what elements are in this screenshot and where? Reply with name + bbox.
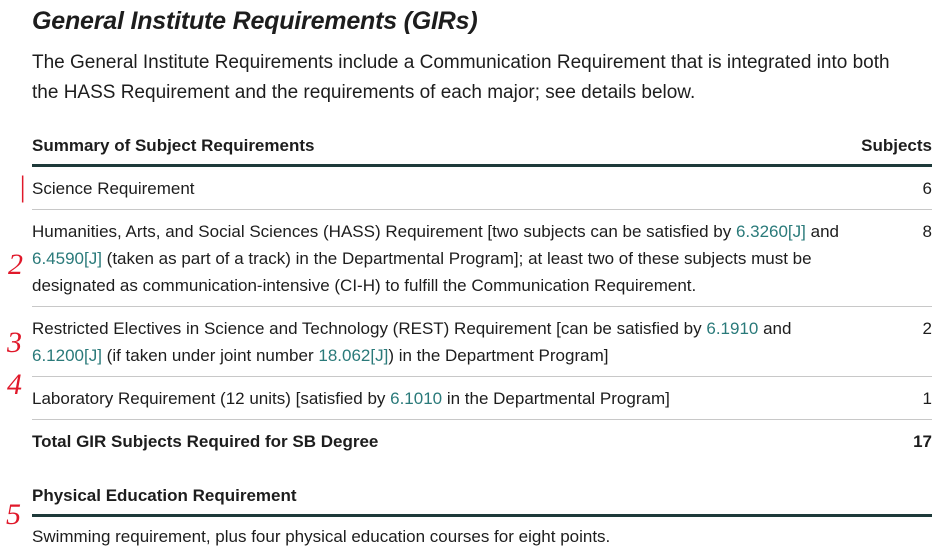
requirement-text: and [805, 222, 839, 241]
requirement-text: (if taken under joint number [101, 346, 319, 365]
requirement-text: in the Departmental Program] [442, 389, 670, 408]
requirement-description [32, 307, 861, 377]
gir-section [32, 0, 932, 550]
column-header-subjects: Subjects [861, 136, 932, 166]
requirement-description [32, 377, 861, 420]
intro-paragraph: The General Institute Requirements include a Communication Requirement that is integrated into both the HASS Requirement and the requirements of each major; see details below. [32, 52, 890, 103]
subject-count: 2 [861, 307, 932, 377]
table-header-row [32, 136, 932, 166]
requirements-body [32, 166, 932, 463]
subject-link[interactable]: 18.062[J] [318, 346, 389, 365]
requirement-text: and [758, 319, 792, 338]
subject-count: 1 [861, 377, 932, 420]
subject-count: 6 [861, 166, 932, 210]
requirement-text: Science Requirement [32, 179, 195, 198]
requirement-text: Restricted Electives in Science and Technology (REST) Requirement [can be satisfied by [32, 319, 707, 338]
subject-link[interactable]: 6.1010 [390, 389, 443, 408]
subject-link[interactable]: 6.1910 [706, 319, 759, 338]
pe-heading: Physical Education Requirement [32, 486, 932, 517]
requirement-row [32, 307, 932, 377]
pe-text: Swimming requirement, plus four physical education courses for eight points. [32, 527, 611, 546]
page-title: General Institute Requirements (GIRs) [32, 7, 478, 35]
column-header-summary: Summary of Subject Requirements [32, 136, 861, 166]
requirement-row [32, 377, 932, 420]
subject-link[interactable]: 6.1200[J] [32, 346, 102, 365]
annotation-mark-4: 4 [7, 368, 22, 401]
total-row [32, 420, 932, 463]
requirement-text: ) in the Department Program] [388, 346, 609, 365]
annotation-mark-3: 3 [7, 326, 22, 359]
requirement-text: Humanities, Arts, and Social Sciences (HASS) Requirement [two subjects can be satisfied by [32, 222, 736, 241]
requirement-text: (taken as part of a track) in the Departmental Program]; at least two of these subjects must be designated as communication-intensive (CI-H) to fulfill the Communication Requirement. [32, 249, 812, 295]
total-label: Total GIR Subjects Required for SB Degree [32, 432, 379, 451]
annotation-mark-5: 5 [6, 498, 21, 531]
requirement-row [32, 166, 932, 210]
requirement-description [32, 210, 861, 307]
subject-link[interactable]: 6.3260[J] [735, 222, 806, 241]
total-value: 17 [913, 432, 932, 451]
annotation-mark-2: 2 [8, 248, 23, 281]
requirements-table [32, 136, 932, 462]
requirement-row [32, 210, 932, 307]
subject-count: 8 [861, 210, 932, 307]
subject-link[interactable]: 6.4590[J] [32, 249, 102, 268]
requirement-text: Laboratory Requirement (12 units) [satisfied by [32, 389, 391, 408]
annotation-mark-1: | [18, 170, 27, 203]
requirement-description [32, 166, 861, 210]
